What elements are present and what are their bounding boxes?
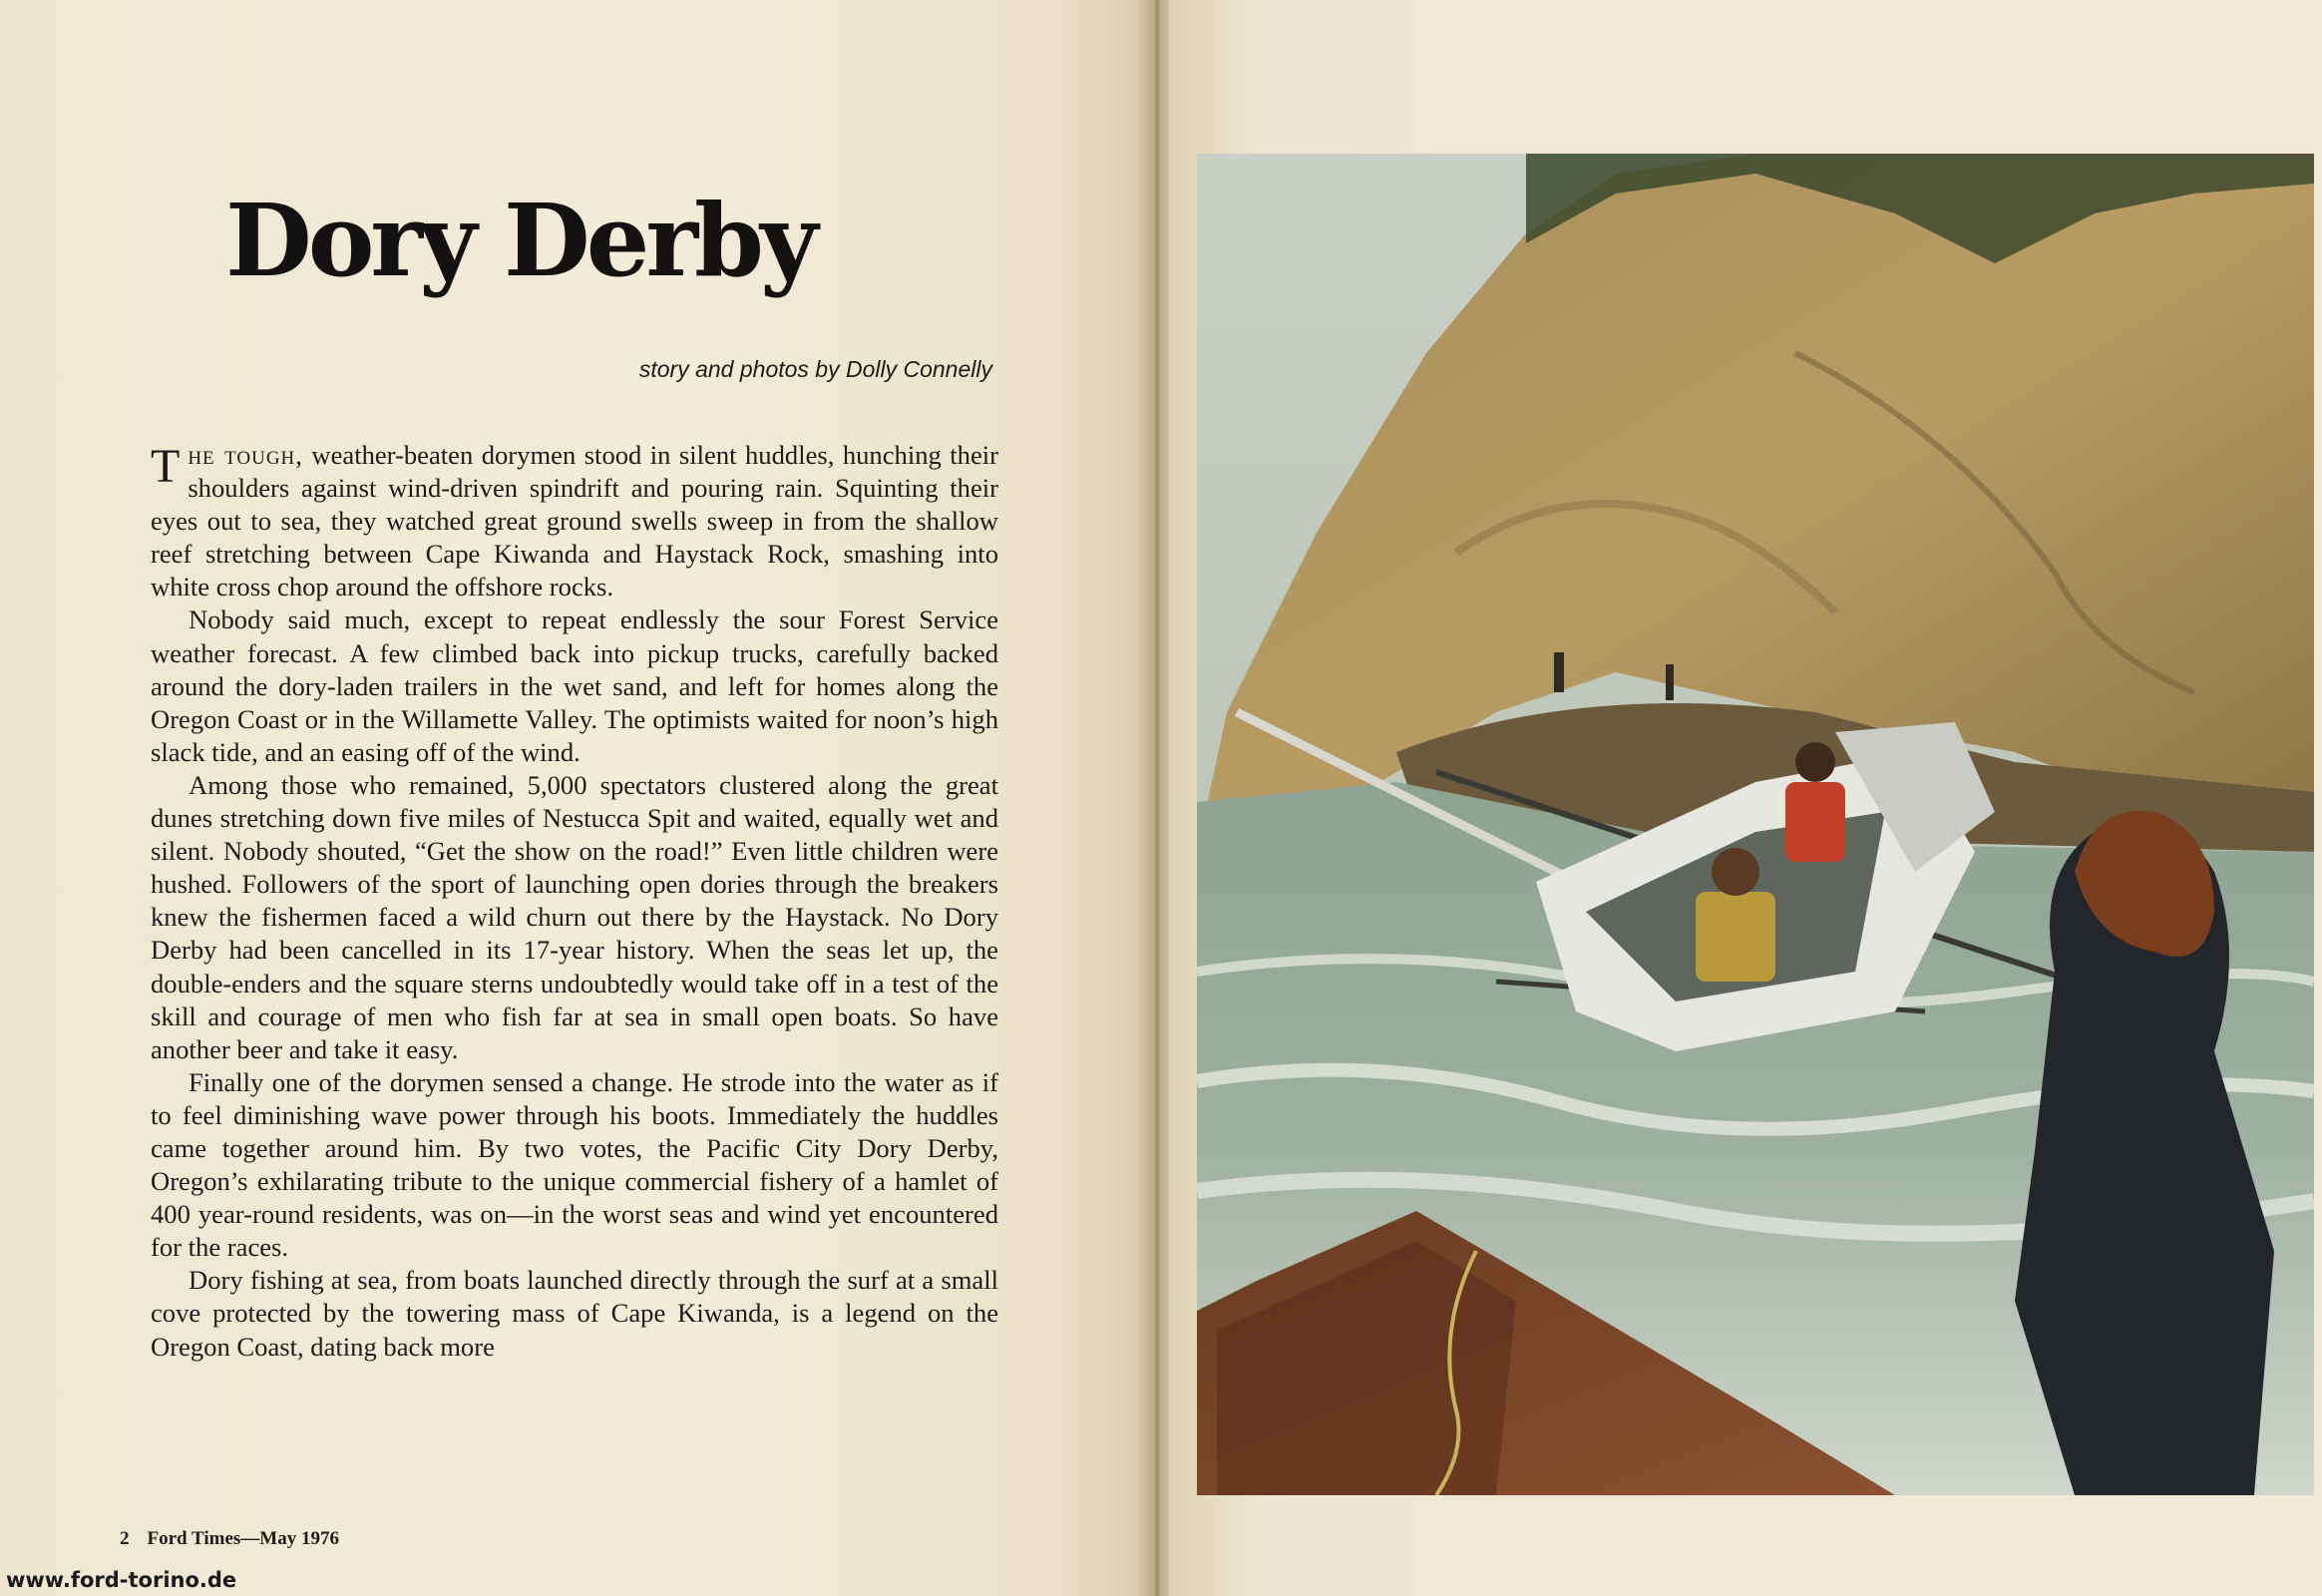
body-paragraph: Finally one of the dorymen sensed a change. He strode into the water as if to feel diminishing wave power through his boots. Immediately the huddles came together around him. By two votes, the Pacific City Dory Derby, Oregon’s exhilarating tribute to the unique commercial fishery of a hamlet of 400 year-round residents, was on—in the worst seas and wind yet encountered for the races. xyxy=(151,1066,998,1263)
page-number: 2 xyxy=(120,1528,130,1549)
publication-line: Ford Times—May 1976 xyxy=(147,1528,339,1549)
article-title: Dory Derby xyxy=(225,182,815,299)
site-watermark: www.ford-torino.de xyxy=(6,1568,237,1592)
lead-paragraph xyxy=(151,439,998,603)
article-body xyxy=(151,439,998,1364)
lead-smallcaps: he tough, xyxy=(188,440,303,470)
drop-cap: T xyxy=(151,440,181,493)
body-paragraph: Among those who remained, 5,000 spectators clustered along the great dunes stretching down five miles of Nestucca Spit and waited, equally wet and silent. Nobody shouted, “Get the show on the road!” Even little children were hushed. Followers of the sport of launching open dories through the breakers knew the fishermen faced a wild churn out there by the Haystack. No Dory Derby had been cancelled in its 17-year history. When the seas let up, the double-enders and the square sterns undoubtedly would take off in a test of the skill and courage of men who fish far at sea in small open boats. So have another beer and take it easy. xyxy=(151,769,998,1064)
article-byline: story and photos by Dolly Connelly xyxy=(638,356,992,382)
dory-launch-photo xyxy=(1197,154,2314,1495)
page-folio xyxy=(120,1528,339,1550)
left-page xyxy=(0,0,1147,1596)
body-paragraph: Nobody said much, except to repeat endlessly the sour Forest Service weather forecast. A few climbed back into pickup trucks, carefully backed around the dory-laden trailers in the wet sand, and left for homes along the Oregon Coast or in the Willamette Valley. The optimists waited for noon’s high slack tide, and an easing off of the wind. xyxy=(151,604,998,767)
body-paragraph: Dory fishing at sea, from boats launched directly through the surf at a small cove protected by the towering mass of Cape Kiwanda, is a legend on the Oregon Coast, dating back more xyxy=(151,1265,998,1362)
lead-text: weather-beaten dorymen stood in silent huddles, hunching their shoulders against wind-driven spindrift and pouring rain. Squinting their eyes out to sea, they watched great ground swells sweep in from the shallow reef stretching between Cape Kiwanda and Haystack Rock, smashing into white cross chop around the offshore rocks. xyxy=(151,440,999,602)
